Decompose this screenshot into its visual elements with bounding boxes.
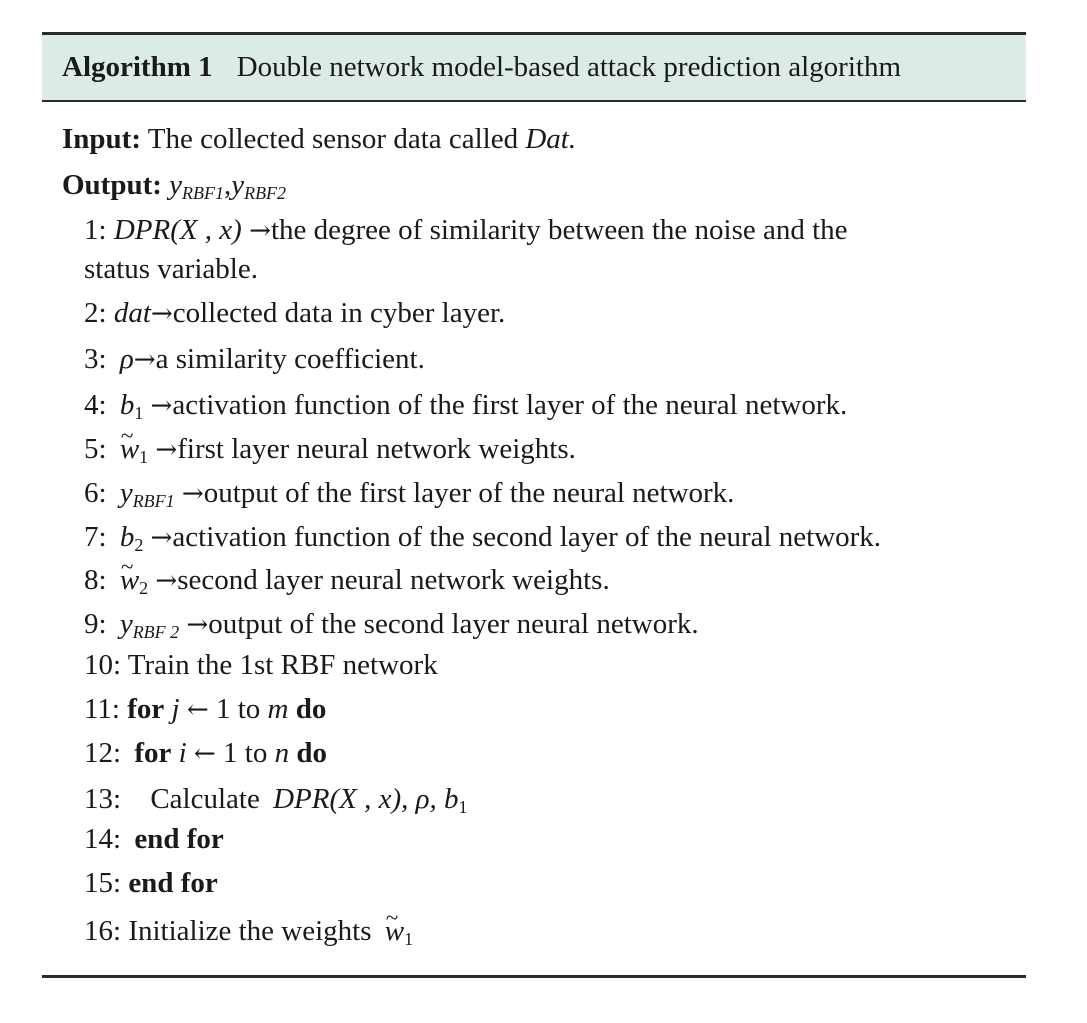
tilde-w-symbol: ~ w bbox=[120, 435, 139, 464]
step-5: 5: ~ $w_1$ →first layer neural network weights. bbox=[84, 435, 576, 464]
output-comma: , bbox=[223, 169, 232, 201]
step-4: 4: $b_1$ →activation function of the first layer of the neural network. bbox=[84, 389, 848, 424]
output-sub2: RBF2 bbox=[244, 183, 287, 204]
step-2: 2: dat→collected data in cyber layer. bbox=[84, 297, 506, 329]
input-text: The collected sensor data called bbox=[147, 123, 519, 155]
algorithm-title: Double network model-based attack prediction algorithm bbox=[236, 51, 902, 83]
arrow-icon: → bbox=[133, 345, 156, 375]
arrow-icon: → bbox=[155, 435, 178, 465]
step-16: 16: Initialize the weights ~ $w_1$ bbox=[84, 917, 413, 946]
arrow-icon: → bbox=[181, 479, 204, 509]
arrow-icon: → bbox=[186, 610, 209, 640]
output-y1: y bbox=[169, 169, 183, 201]
output-sub1: RBF1 bbox=[182, 183, 224, 204]
step-12: 12: for i ← 1 to n do bbox=[84, 737, 327, 769]
input-var: Dat. bbox=[525, 123, 577, 155]
arrow-icon: → bbox=[155, 566, 178, 596]
step-7: 7: $b_2$ →activation function of the second layer of the neural network. bbox=[84, 521, 882, 556]
arrow-icon: → bbox=[150, 299, 173, 329]
step-14: 14: end for bbox=[84, 823, 224, 855]
step-10: 10: Train the 1st RBF network bbox=[84, 649, 438, 681]
tilde-w-symbol: ~ w bbox=[120, 566, 139, 595]
step-9: 9: $y_{RBF 2}$ →output of the second layer neural network. bbox=[84, 608, 699, 643]
input-label: Input: bbox=[62, 123, 141, 155]
step-15: 15: end for bbox=[84, 867, 218, 899]
step-1: 1: DPR(X , x) →the degree of similarity between the noise and the bbox=[84, 214, 848, 246]
step-11: 11: for j ← 1 to m do bbox=[84, 693, 327, 725]
arrow-icon: → bbox=[150, 391, 173, 421]
algorithm-box bbox=[42, 32, 1026, 978]
output-label: Output: bbox=[62, 169, 162, 201]
arrow-icon: → bbox=[249, 216, 271, 246]
step-3: 3: ρ→a similarity coefficient. bbox=[84, 343, 425, 375]
tilde-w-symbol: ~ w bbox=[385, 917, 404, 946]
input-line bbox=[62, 125, 576, 154]
algorithm-body bbox=[42, 102, 1026, 975]
algorithm-header bbox=[42, 35, 1026, 100]
output-y2: y bbox=[231, 169, 245, 201]
arrow-icon: ← bbox=[193, 739, 216, 769]
step-6: 6: $y_{RBF1}$ →output of the first layer of the neural network. bbox=[84, 477, 735, 512]
arrow-icon: → bbox=[150, 523, 173, 553]
bottom-rule bbox=[42, 975, 1026, 978]
arrow-icon: ← bbox=[186, 695, 209, 725]
step-1-continued: status variable. bbox=[84, 253, 258, 285]
step-13: 13: Calculate DPR(X , x), ρ, $b_1$ bbox=[84, 783, 468, 818]
algorithm-number: Algorithm 1 bbox=[62, 51, 213, 83]
output-line bbox=[62, 169, 287, 204]
step-8: 8: ~ $w_2$ →second layer neural network weights. bbox=[84, 566, 610, 595]
